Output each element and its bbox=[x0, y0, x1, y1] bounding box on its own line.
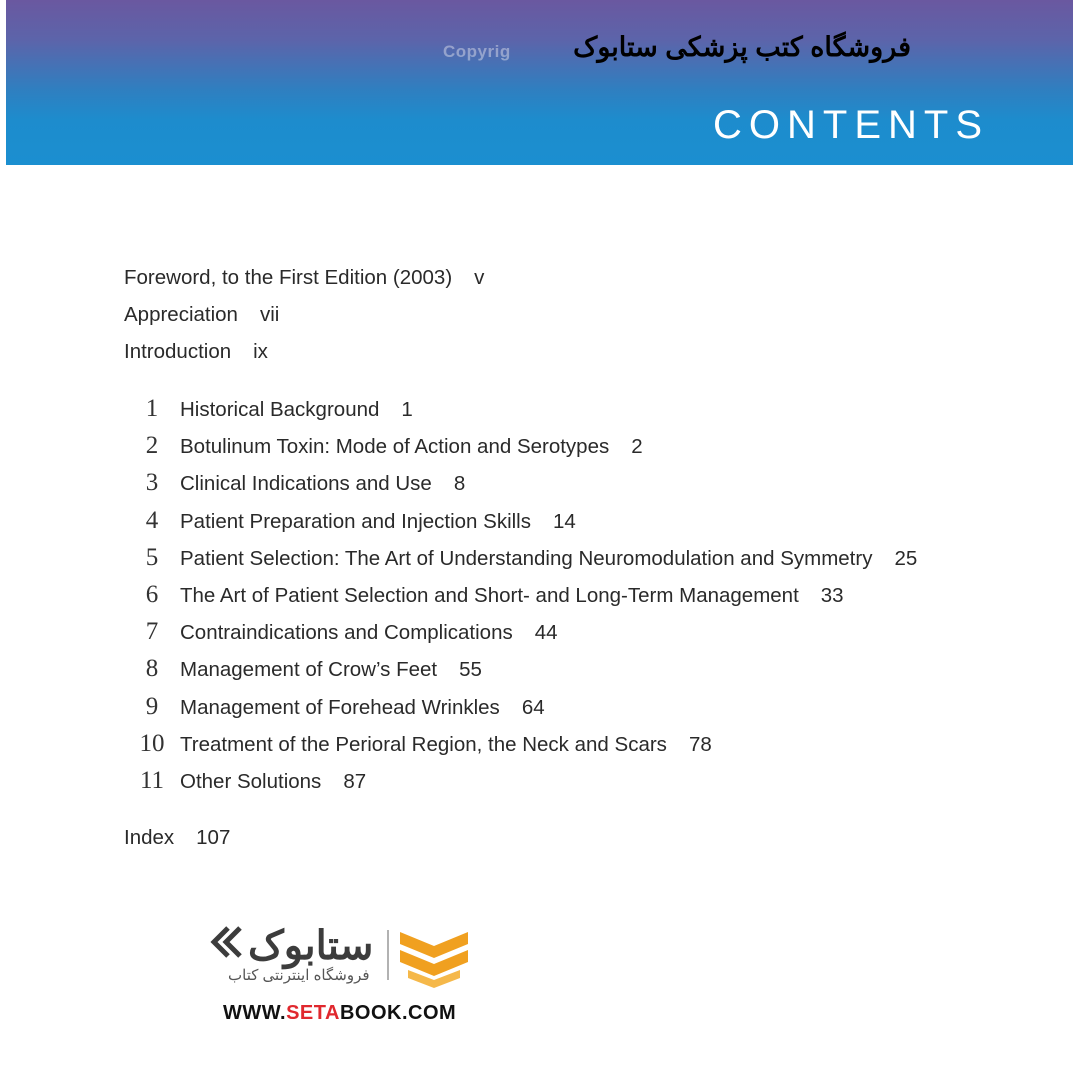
brand-subtitle-fa: فروشگاه اینترنتی کتاب bbox=[228, 967, 370, 984]
chapter-entry[interactable] bbox=[124, 766, 917, 803]
copyright-ghost-text: Copyrig bbox=[443, 42, 511, 61]
chapter-number: 4 bbox=[145, 506, 159, 534]
emblem-chevron-top bbox=[400, 932, 468, 958]
chapter-title: Patient Preparation and Injection Skills bbox=[180, 509, 531, 533]
chapter-entry[interactable] bbox=[124, 729, 917, 766]
toc-entry-index[interactable] bbox=[124, 823, 230, 853]
chapter-entry[interactable] bbox=[124, 506, 917, 543]
url-highlight: SETA bbox=[286, 1002, 340, 1024]
setabook-watermark-logo bbox=[208, 918, 483, 1038]
chapter-entry[interactable] bbox=[124, 580, 917, 617]
chapter-page: 14 bbox=[552, 509, 576, 533]
chapter-number: 9 bbox=[145, 692, 159, 720]
brand-name-fa: ستابوک bbox=[248, 924, 374, 968]
chapter-number: 8 bbox=[145, 655, 159, 683]
chevron-left-icon bbox=[226, 928, 240, 956]
chapter-number: 7 bbox=[145, 618, 159, 646]
toc-entry-title: Foreword, to the First Edition (2003) bbox=[124, 266, 453, 289]
toc-entry-page: ix bbox=[253, 340, 268, 363]
chapter-entry[interactable] bbox=[124, 543, 917, 580]
chapter-title: Management of Crow’s Feet bbox=[180, 658, 438, 682]
header-banner bbox=[6, 0, 1073, 165]
chapter-page: 25 bbox=[894, 546, 918, 570]
chapter-title: Botulinum Toxin: Mode of Action and Serotypes bbox=[180, 435, 610, 459]
chapter-page: 87 bbox=[343, 769, 367, 793]
toc-entry-page: v bbox=[474, 266, 485, 289]
chapter-number: 11 bbox=[139, 766, 165, 794]
chapter-title: Clinical Indications and Use bbox=[180, 472, 432, 496]
chapter-number: 3 bbox=[145, 469, 159, 497]
index-title: Index bbox=[124, 826, 175, 849]
chapter-number: 6 bbox=[145, 580, 159, 608]
chapter-page: 78 bbox=[688, 732, 712, 756]
url-prefix: WWW. bbox=[223, 1002, 287, 1024]
toc-entry-introduction[interactable] bbox=[124, 337, 484, 374]
chapter-page: 55 bbox=[459, 658, 482, 682]
front-matter-list bbox=[124, 263, 484, 374]
chapter-entry[interactable] bbox=[124, 468, 917, 505]
left-margin-strip bbox=[0, 0, 6, 1077]
chapter-number: 1 bbox=[145, 395, 159, 422]
store-name: فروشگاه کتب پزشکی ستابوک bbox=[573, 32, 911, 62]
store-url bbox=[223, 1002, 456, 1025]
chapter-entry[interactable] bbox=[124, 692, 917, 729]
chapter-page: 8 bbox=[453, 472, 466, 496]
toc-entry-appreciation[interactable] bbox=[124, 300, 484, 337]
chapter-list bbox=[124, 394, 917, 803]
chapter-title: Historical Background bbox=[180, 398, 380, 421]
chapter-title: Treatment of the Perioral Region, the Neck and Scars bbox=[180, 732, 667, 756]
chapter-entry[interactable] bbox=[124, 394, 917, 431]
chapter-page: 44 bbox=[534, 621, 558, 645]
chapter-page: 2 bbox=[631, 435, 643, 459]
chapter-entry[interactable] bbox=[124, 617, 917, 654]
chapter-entry[interactable] bbox=[124, 654, 917, 691]
url-suffix: BOOK.COM bbox=[339, 1002, 457, 1024]
chapter-title: Management of Forehead Wrinkles bbox=[180, 695, 500, 719]
chapter-title: Patient Selection: The Art of Understanding Neuromodulation and Symmetry bbox=[180, 546, 873, 570]
toc-entry-title: Introduction bbox=[124, 340, 232, 363]
toc-entry-page: vii bbox=[259, 303, 280, 326]
index-page: 107 bbox=[196, 826, 231, 849]
chapter-number: 5 bbox=[145, 543, 159, 571]
chapter-page: 64 bbox=[521, 695, 545, 719]
chapter-page: 1 bbox=[401, 398, 413, 421]
chapter-title: Contraindications and Complications bbox=[180, 621, 513, 645]
chapter-entry[interactable] bbox=[124, 431, 917, 468]
toc-entry-foreword[interactable] bbox=[124, 263, 484, 300]
chapter-number: 2 bbox=[145, 432, 159, 460]
chapter-number: 10 bbox=[139, 729, 165, 757]
page-title: CONTENTS bbox=[713, 103, 989, 147]
chapter-title: The Art of Patient Selection and Short- and Long-Term Management bbox=[180, 583, 799, 607]
toc-entry-title: Appreciation bbox=[124, 303, 238, 326]
chapter-page: 33 bbox=[820, 583, 844, 607]
chapter-title: Other Solutions bbox=[180, 769, 322, 793]
